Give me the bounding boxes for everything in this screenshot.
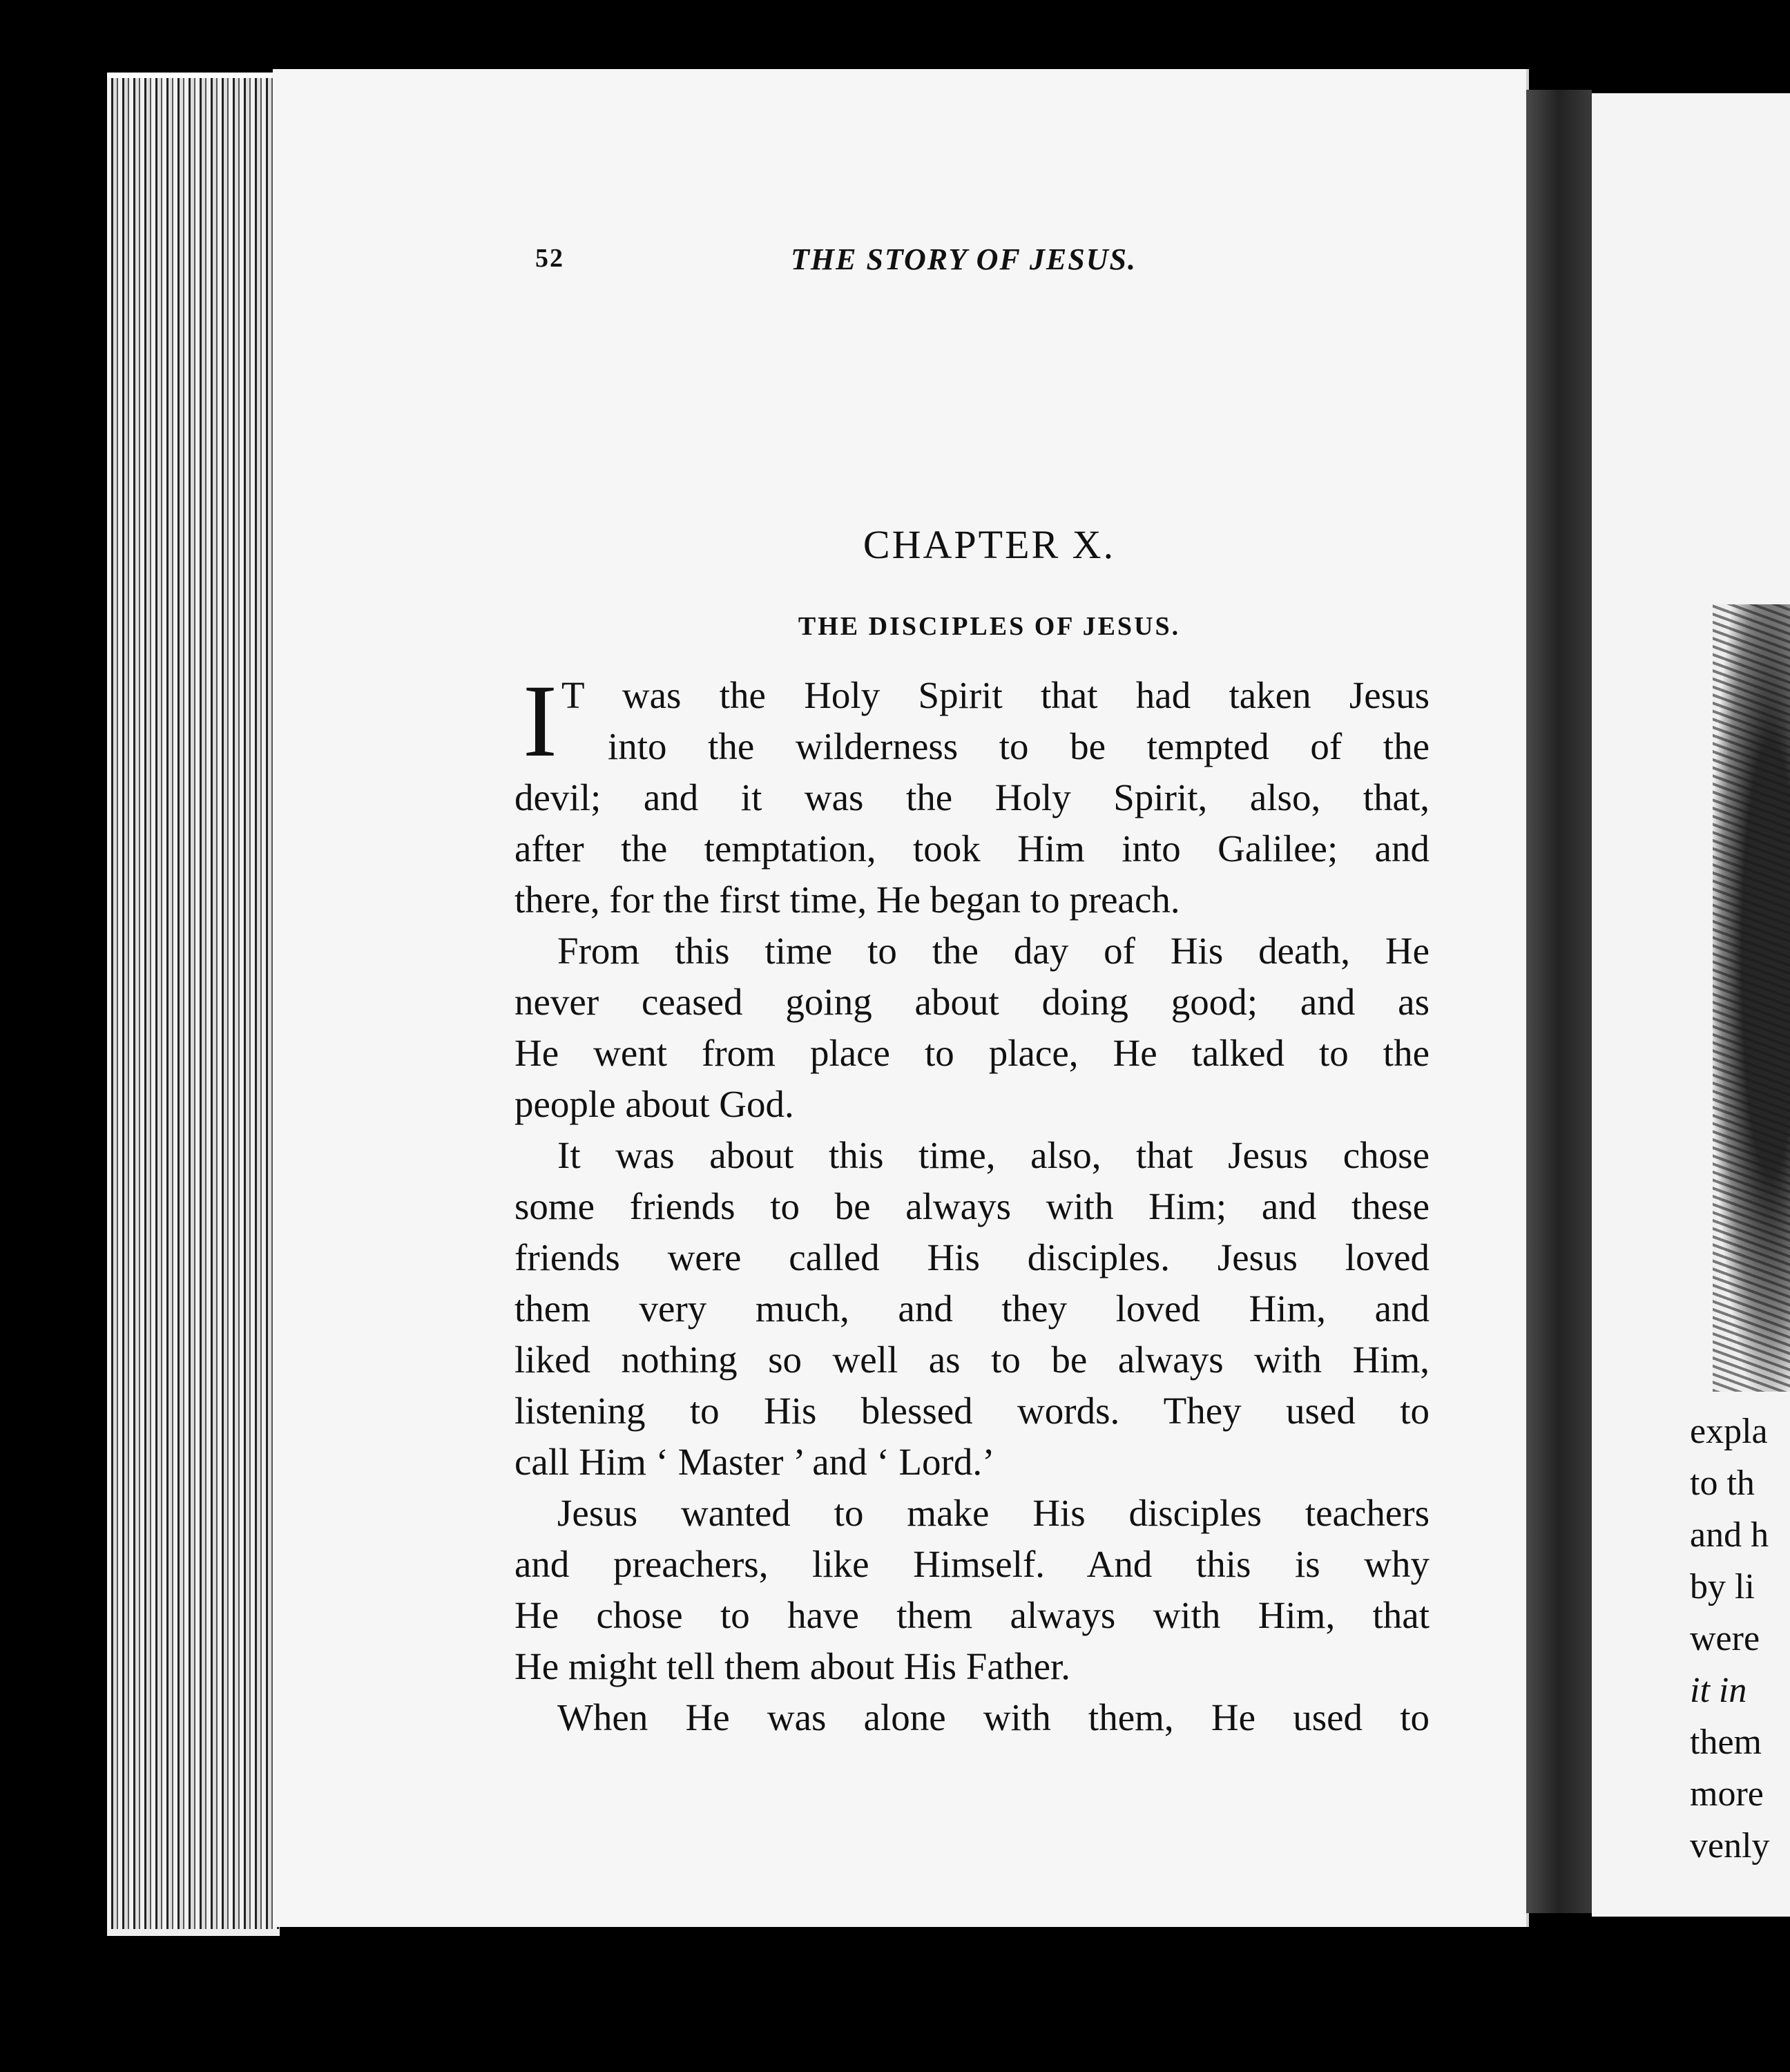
text-line: and preachers, like Himself. And this is why [514, 1543, 1430, 1585]
text-line: Jesus wanted to make His disciples teachers [557, 1492, 1430, 1534]
text-line: there, for the first time, He began to preach. [514, 879, 1180, 921]
text-line: friends were called His disciples. Jesus loved [514, 1236, 1430, 1278]
paragraph-1 [514, 664, 1430, 925]
text-line: call Him ‘ Master ’ and ‘ Lord.’ [514, 1441, 995, 1483]
facing-line: were [1690, 1619, 1760, 1658]
text-line: into the wilderness to be tempted of the [608, 725, 1430, 767]
text-line: He chose to have them always with Him, that [514, 1594, 1430, 1636]
right-page-fragment [1592, 93, 1790, 1917]
text-line: listening to His blessed words. They used to [514, 1390, 1430, 1432]
paragraph-4 [514, 1488, 1430, 1692]
text-line: It was about this time, also, that Jesus chose [557, 1134, 1430, 1176]
paragraph-2 [514, 925, 1430, 1130]
facing-line: by li [1690, 1567, 1755, 1606]
facing-page-text [1690, 1406, 1790, 1872]
engraving-illustration [1713, 604, 1790, 1392]
body-text [514, 664, 1430, 1743]
text-line: devil; and it was the Holy Spirit, also, that, [514, 776, 1430, 818]
text-line: He might tell them about His Father. [514, 1645, 1071, 1687]
facing-line: to th [1690, 1464, 1755, 1503]
page-number: 52 [535, 244, 564, 273]
text-line: some friends to be always with Him; and these [514, 1185, 1430, 1227]
facing-line: them [1690, 1723, 1762, 1762]
running-head-title: THE STORY OF JESUS. [791, 242, 1137, 276]
facing-line: expla [1690, 1412, 1768, 1451]
text-line: From this time to the day of His death, He [557, 930, 1430, 972]
text-line: When He was alone with them, He used to [557, 1696, 1430, 1738]
text-line: never ceased going about doing good; and as [514, 981, 1430, 1023]
facing-line: venly [1690, 1826, 1770, 1865]
facing-line: and h [1690, 1515, 1769, 1555]
book-page-edges [107, 73, 280, 1936]
chapter-heading: CHAPTER X. [863, 522, 1116, 567]
chapter-subheading: THE DISCIPLES OF JESUS. [798, 612, 1181, 641]
text-line: liked nothing so well as to be always with Him, [514, 1339, 1430, 1381]
facing-line: more [1690, 1774, 1764, 1814]
text-line: He went from place to place, He talked to the [514, 1032, 1430, 1074]
book-gutter [1526, 90, 1592, 1913]
text-line: after the temptation, took Him into Galilee; and [514, 827, 1430, 870]
facing-line: it in [1690, 1671, 1747, 1710]
paragraph-5 [514, 1692, 1430, 1743]
text-line: them very much, and they loved Him, and [514, 1287, 1430, 1330]
text-line: T was the Holy Spirit that had taken Jesus [561, 674, 1430, 716]
text-line: people about God. [514, 1083, 794, 1125]
paragraph-3 [514, 1130, 1430, 1488]
drop-cap: I [523, 664, 557, 778]
